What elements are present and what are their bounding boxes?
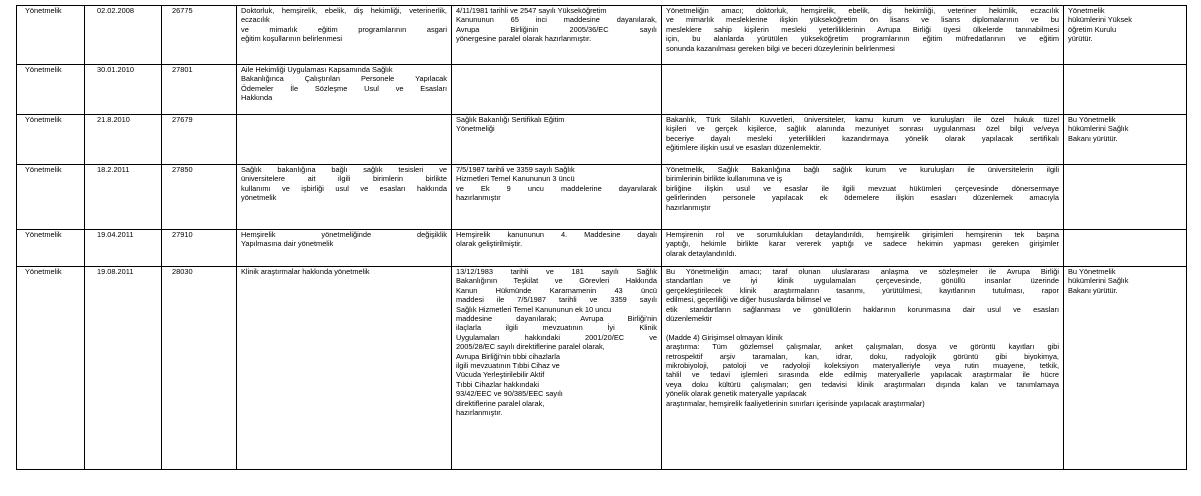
purpose-line	[666, 323, 1059, 332]
legal-basis-cell	[452, 6, 662, 65]
executor-line: yürütür.	[1068, 34, 1093, 44]
basis-line: 2005/28/EC sayılı direktiflerine paralel olarak,	[456, 342, 605, 352]
basis-line: Tıbbi Cihazlar hakkındaki	[456, 379, 539, 389]
title-line: Aile Hekimliği Uygulaması Kapsamında Sağlık	[241, 65, 393, 74]
purpose-cell	[662, 165, 1064, 230]
purpose-line: veya doku kültürü çalışmaları; gen tedavisi klinik araştırmaları dışında kalan ve tanımlamaya	[666, 379, 1059, 389]
legal-basis-cell	[452, 230, 662, 267]
purpose-line: kişileri ve gerçek kişilerce, sağlık alanında mezuniyet sonrası uygulanması özel bilgi ve/veya	[666, 124, 1059, 134]
date-cell: 19.08.2011	[85, 267, 162, 470]
purpose-line: eğitimlere ilişkin usul ve esasları düzenlemektir.	[666, 143, 822, 153]
basis-line: maddesi ile 7/5/1987 tarihli ve 3359 sayılı	[456, 295, 657, 305]
purpose-line: birimlerinin birlikte kullanımına ve iş	[666, 174, 783, 184]
date-cell: 19.04.2011	[85, 230, 162, 267]
purpose-line: Bakanlık, Türk Silahlı Kuvvetleri, üniversiteler, kamu kurum ve kuruluşları ile özel hukuk tüzel	[666, 115, 1059, 124]
basis-line: Avrupa Birliği'nin tıbbi cihazlarla	[456, 351, 560, 361]
basis-line: Uygulamaları hakkındaki 2001/20/EC ve	[456, 332, 657, 342]
basis-line: ilgili mevzuatının Tıbbi Cihaz ve	[456, 361, 560, 371]
table-row	[17, 230, 1187, 267]
title-cell	[237, 165, 452, 230]
title-line: ve mimarlık eğitim programlarının asgari	[241, 24, 447, 34]
title-line: Hemşirelik yönetmeliğinde değişiklik	[241, 230, 447, 239]
type-cell: Yönetmelik	[17, 6, 85, 65]
executor-line: Bu Yönetmelik	[1068, 267, 1116, 276]
purpose-line: mikrobiyoloji, patoloji ve radyoloji koleksiyon materyalleriyle veya rutin muayene, tetkik,	[666, 361, 1059, 371]
legal-basis-cell	[452, 165, 662, 230]
basis-line: direktiflerine paralel olarak,	[456, 398, 545, 408]
purpose-line: düzenlemektir	[666, 314, 713, 324]
type-cell: Yönetmelik	[17, 165, 85, 230]
purpose-line: olarak detaylandırıldı.	[666, 248, 737, 258]
number-cell: 27850	[162, 165, 237, 230]
type-cell: Yönetmelik	[17, 65, 85, 115]
basis-line: Kanun Hükmünde Kararnamenin 43 üncü	[456, 285, 657, 295]
purpose-cell	[662, 230, 1064, 267]
title-line: Sağlık bakanlığına bağlı sağlık tesisleri ve	[241, 165, 447, 174]
executor-cell	[1064, 165, 1187, 230]
purpose-line: gerçekleştirilecek klinik araştırmaların tasarımı, yürütülmesi, kayıtlarının tutulması, rapor	[666, 285, 1059, 295]
legal-basis-cell	[452, 65, 662, 115]
title-line: Bakanlığınca Çalıştırılan Personele Yapılacak	[241, 74, 447, 84]
table-row	[17, 165, 1187, 230]
title-cell	[237, 65, 452, 115]
purpose-line: araştırma: Tüm gözlemsel çalışmalar, anket çalışmaları, dosya ve görüntü kayıtları gibi	[666, 342, 1059, 352]
executor-line: hükümlerini Sağlık	[1068, 124, 1129, 134]
purpose-line: araştırmalar, hemşirelik faaliyetlerinin sınırları içerisinde yapılacak araştırmalar)	[666, 398, 925, 408]
basis-line: Yönetmeliği	[456, 124, 495, 134]
basis-line: 7/5/1987 tarihli ve 3359 sayılı Sağlık	[456, 165, 575, 174]
basis-line: 13/12/1983 tarihli ve 181 sayılı Sağlık	[456, 267, 657, 276]
type-cell: Yönetmelik	[17, 267, 85, 470]
basis-line: Kanununun 65 inci maddesine dayanılarak,	[456, 15, 657, 25]
title-line: kullanımı ve işbirliği usul ve esasları hakkında	[241, 183, 447, 193]
executor-cell	[1064, 115, 1187, 165]
type-cell: Yönetmelik	[17, 115, 85, 165]
title-cell	[237, 115, 452, 165]
executor-cell	[1064, 65, 1187, 115]
number-cell: 28030	[162, 267, 237, 470]
basis-line: hazırlanmıştır	[456, 193, 501, 203]
purpose-line: mesleklere sahip kişilerin mesleki yeterliliklerinin Avrupa Birliği üyesi ülkelerde tanınabilmesi	[666, 24, 1059, 34]
table-row	[17, 115, 1187, 165]
basis-line: olarak geliştirilmiştir.	[456, 239, 523, 249]
title-line: Yapılmasına dair yönetmelik	[241, 239, 334, 249]
table-row	[17, 6, 1187, 65]
date-cell: 02.02.2008	[85, 6, 162, 65]
basis-line: yönergesine paralel olarak hazırlanmıştır.	[456, 34, 592, 44]
purpose-cell	[662, 115, 1064, 165]
title-cell	[237, 6, 452, 65]
purpose-line: yönelik olarak genetik materyalle yapılacak	[666, 389, 807, 399]
executor-cell	[1064, 267, 1187, 470]
basis-line: Bakanlığının Teşkilat ve Görevleri Hakkında	[456, 276, 657, 286]
date-cell: 21.8.2010	[85, 115, 162, 165]
basis-line: maddesine dayanılarak; Avrupa Birliği'nin	[456, 314, 657, 324]
purpose-line: etik standartların sağlanması ve gönüllülerin haklarının korunmasına dair usul ve esasları	[666, 304, 1059, 314]
purpose-line: ve mimarlık mesleklerine ilişkin yükseköğretim ön lisans ve lisans diplomalarının ve bu	[666, 15, 1059, 25]
number-cell: 27679	[162, 115, 237, 165]
purpose-line: retrospektif arşiv taramaları, kan, idrar, doku, radyolojik görüntü gibi biyokimya,	[666, 351, 1059, 361]
table-row	[17, 267, 1187, 470]
purpose-cell	[662, 65, 1064, 115]
executor-cell	[1064, 230, 1187, 267]
title-line: yönetmelik	[241, 193, 277, 203]
date-cell: 18.2.2011	[85, 165, 162, 230]
purpose-line: edilmesi, geçerliliği ve diğer hususlarda bilimsel ve	[666, 295, 832, 305]
basis-line: Sağlık Bakanlığı Sertifikalı Eğitim	[456, 115, 565, 124]
executor-line: Bakanı yürütür.	[1068, 285, 1118, 295]
basis-line: Vücuda Yerleştirilebilir Aktif	[456, 370, 545, 380]
regulations-table	[16, 5, 1187, 470]
purpose-line: Yönetmelik, Sağlık Bakanlığına bağlı sağlık kurum ve kuruluşları ile üniversitelerin ilgili	[666, 165, 1059, 174]
executor-line: hükümlerini Yüksek	[1068, 15, 1132, 25]
purpose-line: gelirlerinden personele yapılacak ek ödemelere ilişkin esasları düzenlemek amacıyla	[666, 193, 1059, 203]
purpose-line: birliğine ilişkin usul ve esaslar ile ilgili mevzuat hükümleri çerçevesinde dönersermaye	[666, 183, 1059, 193]
purpose-line: sonunda kazanılması gereken bilgi ve beceri düzeylerinin belirlenmesi	[666, 43, 895, 53]
purpose-line: standartları ve iyi klinik uygulamaları çerçevesinde, gönüllü insanlar üzerinde	[666, 276, 1059, 286]
basis-line: Avrupa Birliğinin 2005/36/EC sayılı	[456, 24, 657, 34]
basis-line: 93/42/EEC ve 90/385/EEC sayılı	[456, 389, 563, 399]
purpose-line: hazırlanmıştır	[666, 202, 711, 212]
purpose-line: için, bu alanlarda yürütülen yükseköğretim programlarının eğitim müfredatlarının ve eğitim	[666, 34, 1059, 44]
executor-line: Yönetmelik	[1068, 6, 1105, 15]
date-cell: 30.01.2010	[85, 65, 162, 115]
basis-line: hazırlanmıştır.	[456, 408, 503, 418]
legal-basis-cell	[452, 115, 662, 165]
executor-line: Bu Yönetmelik	[1068, 115, 1116, 124]
number-cell: 27801	[162, 65, 237, 115]
title-cell	[237, 267, 452, 470]
basis-line: Sağlık Hizmetleri Temel Kanununun ek 10 uncu	[456, 304, 612, 314]
purpose-cell	[662, 6, 1064, 65]
purpose-cell	[662, 267, 1064, 470]
executor-line: öğretim Kurulu	[1068, 24, 1117, 34]
title-line: Ödemeler İle Sözleşme Usul ve Esasları	[241, 83, 447, 93]
number-cell: 26775	[162, 6, 237, 65]
purpose-line: Bu Yönetmeliğin amacı; taraf olunan uluslararası anlaşma ve sözleşmeler ile Avrupa Birliği	[666, 267, 1059, 276]
executor-line: hükümlerini Sağlık	[1068, 276, 1129, 286]
table-row	[17, 65, 1187, 115]
title-line: Hakkında	[241, 93, 273, 103]
title-line: Doktorluk, hemşirelik, ebelik, diş hekimliği, veterinerlik, eczacılık	[241, 6, 447, 25]
basis-line: Hizmetleri Temel Kanununun 3 üncü	[456, 174, 575, 184]
purpose-line: beceriye dayalı mesleki yeterlilikleri kazandırmaya yönelik olarak yapılacak sertifikalı	[666, 133, 1059, 143]
title-line: Klinik araştırmalar hakkında yönetmelik	[241, 267, 370, 276]
basis-line: ilaçlarla ilgili mevzuatının İyi Klinik	[456, 323, 657, 333]
purpose-line: (Madde 4) Girişimsel olmayan klinik	[666, 332, 783, 342]
legal-basis-cell	[452, 267, 662, 470]
title-cell	[237, 230, 452, 267]
purpose-line: Yönetmeliğin amacı; doktorluk, hemşirelik, ebelik, diş hekimliği, veteriner hekimlik, eczacılık	[666, 6, 1059, 15]
executor-line: Bakanı yürütür.	[1068, 133, 1118, 143]
purpose-line: tahlil ve tedavi işlemleri sırasında elde edilmiş materyallerle yapılacak araştırmalar ile hücre	[666, 370, 1059, 380]
basis-line: Hemşirelik kanununun 4. Maddesine dayalı	[456, 230, 657, 239]
type-cell: Yönetmelik	[17, 230, 85, 267]
title-line: eğitim koşullarının belirlenmesi	[241, 34, 343, 44]
basis-line: 4/11/1981 tarihli ve 2547 sayılı Yükseköğretim	[456, 6, 607, 15]
basis-line: ve Ek 9 uncu maddelerine dayanılarak	[456, 183, 657, 193]
executor-cell	[1064, 6, 1187, 65]
number-cell: 27910	[162, 230, 237, 267]
purpose-line: Hemşirenin rol ve sorumlulukları detaylandırıldı, hemşirelik girişimleri hemşirenin tek başına	[666, 230, 1059, 239]
purpose-line: yaptığı, hekimle birlikte karar vererek yaptığı ve sadece hekimin yapması gereken girişimler	[666, 239, 1059, 249]
title-line: üniversitelere ait ilgili birimlerin birlikte	[241, 174, 447, 184]
